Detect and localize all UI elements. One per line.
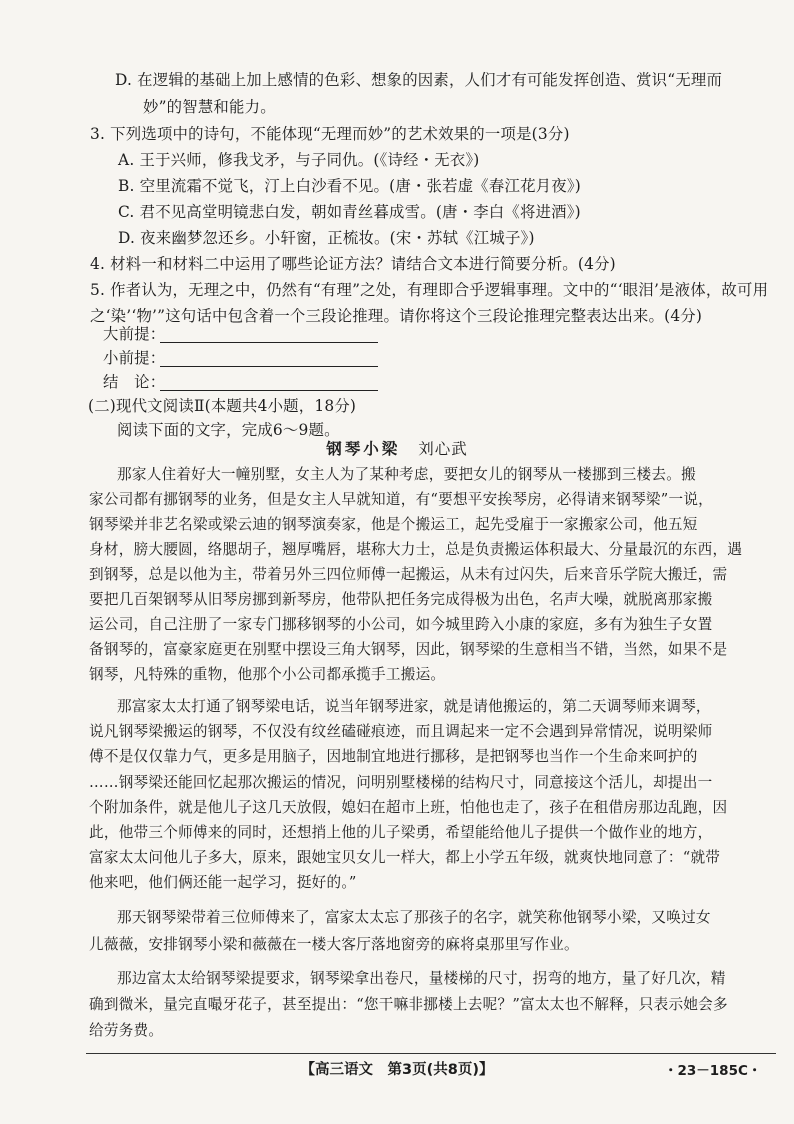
- article-line: 儿薇薇，安排钢琴小梁和薇薇在一楼大客厅落地窗旁的麻将桌那里写作业。: [89, 936, 579, 953]
- article-line: 给劳务费。: [89, 1022, 164, 1039]
- article-title-row: [0, 437, 794, 459]
- article-line: 家公司都有挪钢琴的业务，但是女主人早就知道，有“要想平安挨琴房，必得请来钢琴梁”一说，: [89, 491, 714, 508]
- article-line: 富家太太问他儿子多大，原来，跟她宝贝女儿一样大，都上小学五年级，就爽快地同意了：“就带: [89, 849, 721, 866]
- article-line: 那边富太太给钢琴梁提要求，钢琴梁拿出卷尺，量楼梯的尺寸，拐弯的地方，量了好几次，精: [117, 970, 726, 987]
- option-d-line1: D. 在逻辑的基础上加上感情的色彩、想象的因素，人们才有可能发挥创造、赏识“无理而: [115, 71, 723, 89]
- page-footer-label: 【高三语文 第3页(共8页)】: [300, 1062, 494, 1078]
- article-line: ……钢琴梁还能回忆起那次搬运的情况，问明别墅楼梯的结构尺寸，同意接这个活儿，却提出一: [89, 774, 713, 791]
- article-line: 运公司，自己注册了一家专门挪移钢琴的小公司，如今城里跨入小康的家庭，多有为独生子女置: [89, 616, 713, 633]
- conclusion-label: 结 论：: [103, 373, 166, 391]
- article-author: 刘心武: [418, 440, 468, 458]
- exam-code: ・23－185C・: [664, 1063, 762, 1079]
- footer-divider: [86, 1053, 776, 1054]
- q3-option-d: D. 夜来幽梦忽还乡。小轩窗，正梳妆。(宋・苏轼《江城子》): [118, 229, 535, 247]
- article-line: 此，他带三个师傅来的同时，还想捎上他的儿子梁勇，希望能给他儿子提供一个做作业的地方，: [89, 824, 713, 841]
- article-line: 那家人住着好大一幢别墅，女主人为了某种考虑，要把女儿的钢琴从一楼挪到三楼去。搬: [117, 466, 696, 483]
- article-line: 说凡钢琴梁搬运的钢琴，不仅没有纹丝磕碰痕迹，而且调起来一定不会遇到异常情况，说明梁师: [89, 723, 713, 740]
- major-premise-label: 大前提：: [103, 325, 166, 343]
- article-line: 钢琴，凡特殊的重物，他那个小公司都承揽手工搬运。: [89, 666, 446, 683]
- article-line: 傅不是仅仅靠力气，更多是用脑子，因地制宜地进行挪移，是把钢琴也当作一个生命来呵护的: [89, 748, 698, 765]
- conclusion-answer-line[interactable]: [160, 390, 378, 391]
- section-heading: (二)现代文阅读Ⅱ(本题共4小题，18分): [88, 397, 357, 415]
- article-line: 那天钢琴梁带着三位师傅来了，富家太太忘了那孩子的名字，就笑称他钢琴小梁，又唤过女: [117, 909, 711, 926]
- minor-premise-answer-line[interactable]: [160, 366, 378, 367]
- q3-option-a: A. 王于兴师，修我戈矛，与子同仇。(《诗经・无衣》): [118, 151, 480, 169]
- article-line: 身材，膀大腰圆，络腮胡子，翘厚嘴唇，堪称大力士，总是负责搬运体积最大、分量最沉的东西，遇: [89, 541, 743, 558]
- q3-option-c: C. 君不见高堂明镜悲白发，朝如青丝暮成雪。(唐・李白《将进酒》): [118, 203, 581, 221]
- question-5-line1: 5. 作者认为，无理之中，仍然有“有理”之处，有理即合乎逻辑事理。文中的“‘眼泪’是液体，故可用: [90, 281, 769, 299]
- article-line: 钢琴梁并非艺名梁或梁云迪的钢琴演奏家，他是个搬运工，起先受雇于一家搬家公司，他五短: [89, 516, 698, 533]
- minor-premise-label: 小前提：: [103, 349, 166, 367]
- article-line: 确到微米，量完直嘬牙花子，甚至提出：“您干嘛非挪楼上去呢？”富太太也不解释，只表示她会多: [89, 996, 728, 1013]
- question-4: 4. 材料一和材料二中运用了哪些论证方法？请结合文本进行简要分析。(4分): [90, 255, 616, 273]
- major-premise-answer-line[interactable]: [160, 342, 378, 343]
- article-line: 个附加条件，就是他儿子这几天放假，媳妇在超市上班，怕他也走了，孩子在租借房那边乱跑，因: [89, 799, 728, 816]
- article-line: 他来吧，他们俩还能一起学习，挺好的。”: [89, 874, 357, 891]
- q3-option-b: B. 空里流霜不觉飞，汀上白沙看不见。(唐・张若虚《春江花月夜》): [118, 177, 581, 195]
- article-line: 备钢琴的，富豪家庭更在别墅中摆设三角大钢琴，因此，钢琴梁的生意相当不错，当然，如果不是: [89, 641, 728, 658]
- option-d-line2: 妙”的智慧和能力。: [143, 98, 276, 116]
- article-line: 要把几百架钢琴从旧琴房挪到新琴房，他带队把任务完成得极为出色，名声大噪，就脱离那家搬: [89, 591, 713, 608]
- reading-instruction: 阅读下面的文字，完成6～9题。: [117, 421, 340, 439]
- article-title: 钢琴小梁: [326, 439, 401, 458]
- question-5-line2: 之‘染’‘物’”这句话中包含着一个三段论推理。请你将这个三段论推理完整表达出来。(4分): [90, 307, 703, 325]
- question-3: 3. 下列选项中的诗句，不能体现“无理而妙”的艺术效果的一项是(3分): [90, 125, 570, 143]
- article-line: 到钢琴，总是以他为主，带着另外三四位师傅一起搬运，从未有过闪失，后来音乐学院大搬迁，需: [89, 566, 728, 583]
- article-line: 那富家太太打通了钢琴梁电话，说当年钢琴进家，就是请他搬运的，第二天调琴师来调琴，: [117, 698, 711, 715]
